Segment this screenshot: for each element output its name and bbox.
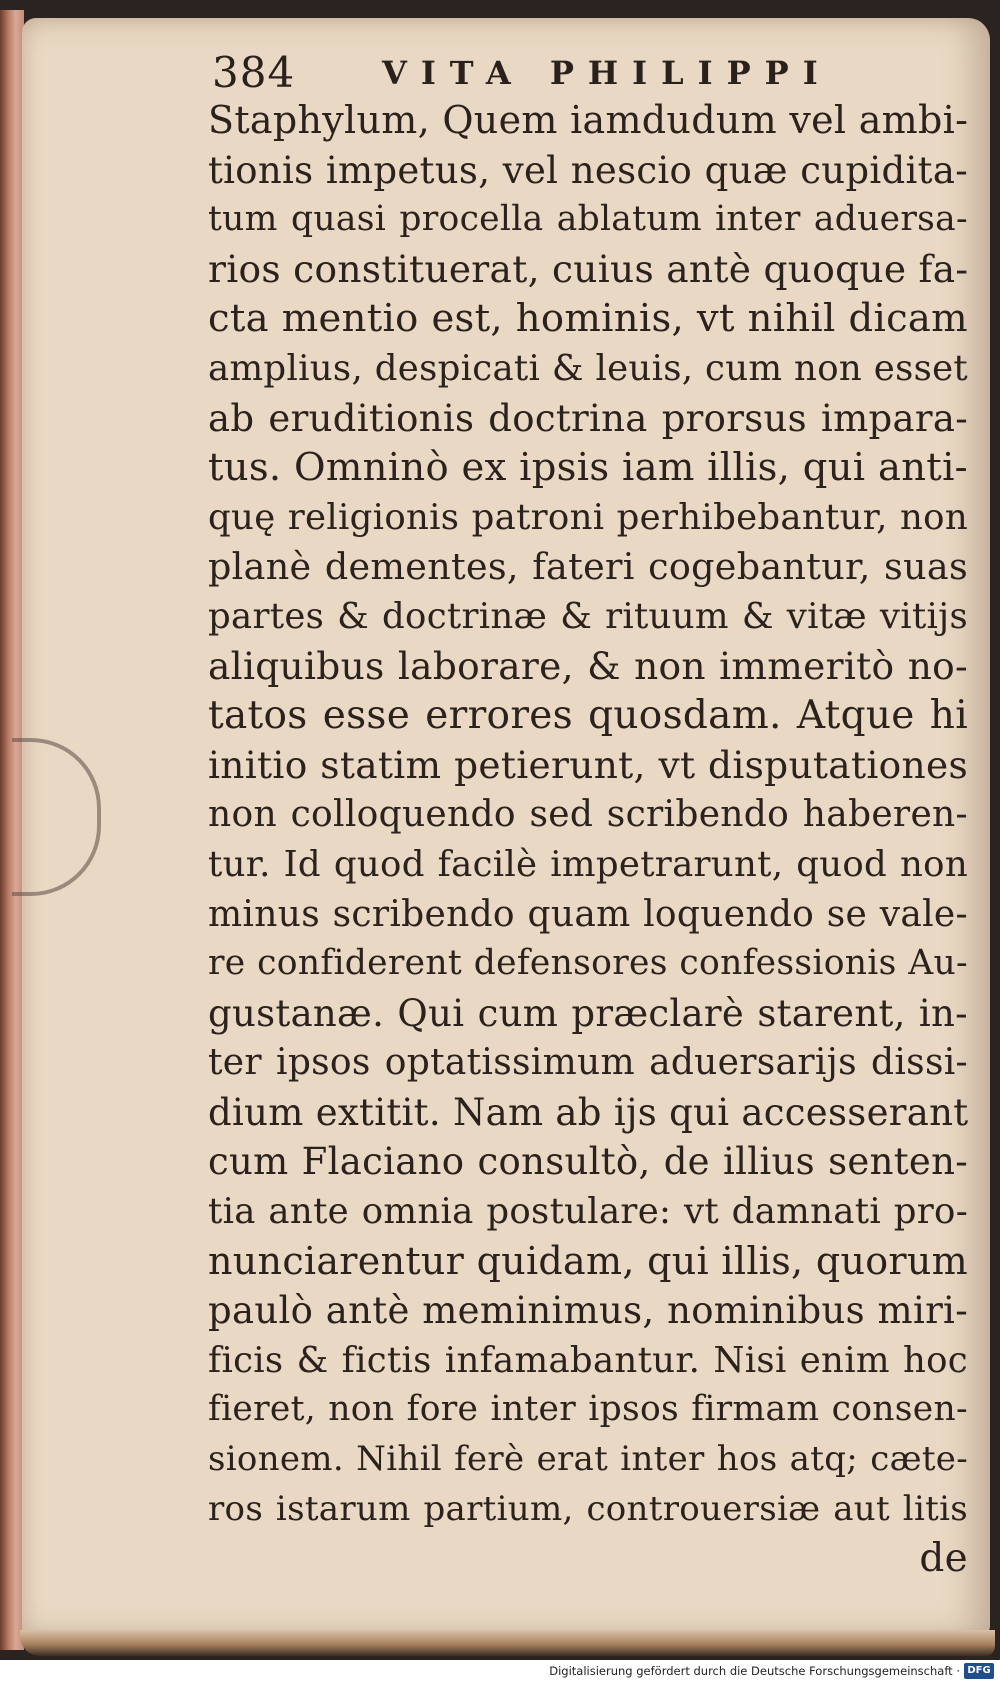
text-line: ficis & fictis infamabantur. Nisi enim hoc [208,1339,968,1381]
text-line: paulò antè meminimus, nominibus miri- [208,1289,968,1333]
catchword: de [919,1536,968,1582]
text-line: ab eruditionis doctrina prorsus impara- [208,396,968,440]
text-line: cta mentio est, hominis, vt nihil dicam [208,296,968,342]
text-line: ter ipsos optatissimum aduersarijs dissi- [208,1042,968,1084]
text-line: minus scribendo quam loquendo se vale- [208,893,968,935]
text-line: aliquibus laborare, & non immeritò no- [208,643,968,688]
text-line: partes & doctrinæ & rituum & vitæ vitijs [208,595,968,637]
text-line: initio statim petierunt, vt disputationes [208,742,968,787]
text-line: tum quasi procella ablatum inter aduersa- [208,199,968,240]
text-line: planè dementes, fateri cogebantur, suas [208,545,968,589]
dfg-logo: DFG [964,1663,994,1679]
digitization-footer [0,1660,1000,1684]
text-line: gustanæ. Qui cum præclarè starent, in- [208,991,968,1035]
text-line: non colloquendo sed scribendo haberen- [208,794,968,836]
paper-page [22,18,990,1636]
text-line: fieret, non fore inter ipsos firmam consen- [208,1389,968,1430]
text-line: sionem. Nihil ferè erat inter hos atq; cæte- [208,1439,968,1480]
text-line: cum Flaciano consultò, de illius senten- [208,1140,968,1184]
page-header [212,48,912,98]
text-line: nunciarentur quidam, qui illis, quorum [208,1238,968,1283]
text-line: rios constituerat, cuius antè quoque fa- [208,246,969,291]
clasp-ring-mark [12,738,101,896]
text-line: tionis impetus, vel nescio quæ cupidita- [208,148,968,192]
text-line: re confiderent defensores confessionis Au- [208,943,968,984]
text-line: tia ante omnia postulare: vt damnati pro- [208,1191,968,1233]
book-bottom-edge [20,1630,995,1656]
text-line: tatos esse errores quosdam. Atque hi [208,693,968,739]
text-line: tus. Omninò ex ipsis iam illis, qui anti- [208,445,968,491]
text-line: amplius, despicati & leuis, cum non esset [208,347,968,389]
running-head: VITA PHILIPPI [382,54,832,92]
funding-credit: Digitalisierung gefördert durch die Deutsche Forschungsgemeinschaft · [549,1664,960,1678]
text-line: ros istarum partium, controuersiæ aut litis [208,1488,968,1529]
text-line: quę religionis patroni perhibebantur, non [208,496,968,538]
text-line: dium extitit. Nam ab ijs qui accesserant [208,1090,969,1134]
text-line: Staphylum, Quem iamdudum vel ambi- [208,98,969,142]
text-line: tur. Id quod facilè impetrarunt, quod non [208,843,968,885]
page-number: 384 [212,48,296,97]
body-text [208,96,968,1584]
